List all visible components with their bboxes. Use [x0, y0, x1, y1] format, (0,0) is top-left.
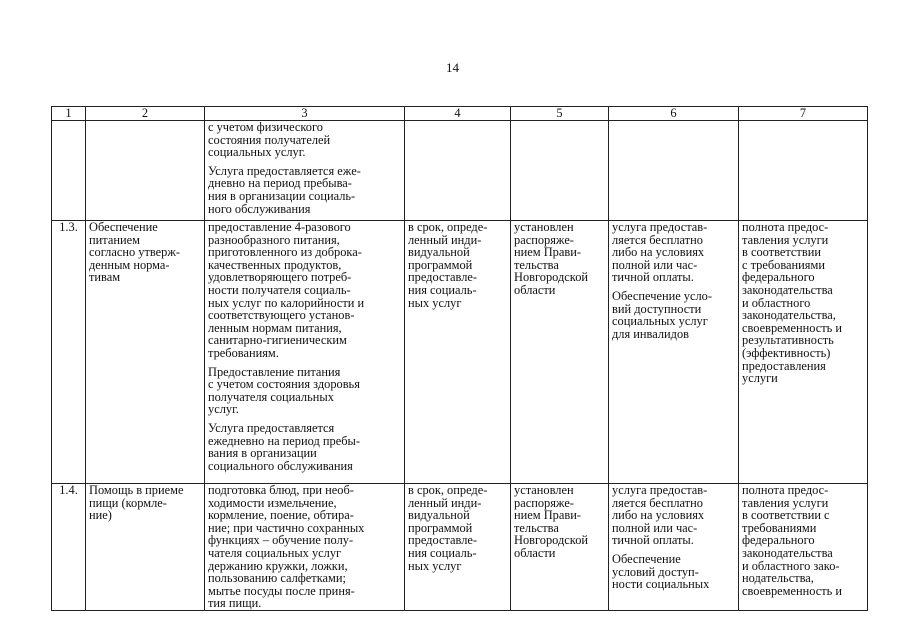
payment-paragraph: услуга предостав- ляется бесплатно либо на условиях полной или час- тичной оплаты. [612, 483, 708, 548]
service-basis-text: установлен распоряже- нием Прави- тельства Новгородской области [514, 220, 589, 297]
quality-criteria [739, 221, 868, 484]
service-basis [511, 484, 609, 611]
description-paragraph: Услуга предоставляется ежедневно на период пребы- вания в организации социального обслуживания [208, 420, 360, 473]
quality-criteria-text: полнота предос- тавления услуги в соответствии с требованиями федерального законодательства и областного зако- нодательства, своевременность и [742, 483, 843, 598]
description-paragraph: предоставление 4-разового разнообразного питания, приготовленного из доброка- качественных продуктов, удовлетворяющего потреб- ности получателя социаль- ных услуг по калорийности и соответствующего установ- ленным нормам питания, санитарно-гигиеническим требованиям. [208, 220, 365, 360]
description-paragraph: Услуга предоставляется еже- дневно на период пребыва- ния в организации социаль- ного обслуживания [208, 163, 361, 216]
column-header: 5 [511, 107, 609, 121]
services-table [51, 106, 868, 611]
description-paragraph: с учетом физического состояния получателей социальных услуг. [208, 120, 331, 160]
quality-criteria-text: полнота предос- тавления услуги в соответствии с требованиями федерального законодательства и областного законодательства, своевременность и результативность (эффективность) предоставления услуги [742, 220, 843, 386]
row-number: 1.3. [52, 221, 86, 484]
service-description [205, 221, 405, 484]
service-name [86, 484, 205, 611]
table-row [52, 484, 868, 611]
service-term [405, 221, 511, 484]
row-number [52, 121, 86, 221]
service-basis-text: установлен распоряже- нием Прави- тельства Новгородской области [514, 483, 589, 560]
service-name-text: Помощь в приеме пищи (кормле- ние) [89, 483, 184, 523]
service-name [86, 221, 205, 484]
page-number: 14 [446, 60, 459, 75]
row-number: 1.4. [52, 484, 86, 611]
service-payment [609, 221, 739, 484]
column-header: 3 [205, 107, 405, 121]
quality-criteria [739, 121, 868, 221]
service-term-text: в срок, опреде- ленный инди- видуальной программой предоставле- ния социаль- ных услуг [408, 220, 488, 310]
description-paragraph: Предоставление питания с учетом состояния здоровья получателя социальных услуг. [208, 364, 360, 417]
service-basis [511, 121, 609, 221]
header-row [52, 107, 868, 121]
service-payment [609, 484, 739, 611]
service-payment [609, 121, 739, 221]
service-basis [511, 221, 609, 484]
table-row [52, 121, 868, 221]
column-header: 2 [86, 107, 205, 121]
table-row [52, 221, 868, 484]
description-paragraph: подготовка блюд, при необ- ходимости измельчение, кормление, поение, обтира- ние; при частично сохранных функциях – обучение полу- чателя социальных услуг держанию кружки, ложки, пользованию салфетками; мытье посуды после приня- тия пищи. [208, 483, 365, 611]
payment-paragraph: услуга предостав- ляется бесплатно либо на условиях полной или час- тичной оплаты. [612, 220, 708, 285]
payment-paragraph: Обеспечение условий доступ- ности социальных [612, 551, 710, 592]
service-description [205, 484, 405, 611]
quality-criteria [739, 484, 868, 611]
service-term [405, 121, 511, 221]
column-header: 1 [52, 107, 86, 121]
service-term [405, 484, 511, 611]
service-term-text: в срок, опреде- ленный инди- видуальной программой предоставле- ния социаль- ных услуг [408, 483, 488, 573]
service-name-text: Обеспечение питанием согласно утверж- денным норма- тивам [89, 220, 181, 285]
service-name [86, 121, 205, 221]
column-header: 6 [609, 107, 739, 121]
column-header: 7 [739, 107, 868, 121]
payment-paragraph: Обеспечение усло- вий доступности социальных услуг для инвалидов [612, 288, 713, 341]
column-header: 4 [405, 107, 511, 121]
service-description [205, 121, 405, 221]
